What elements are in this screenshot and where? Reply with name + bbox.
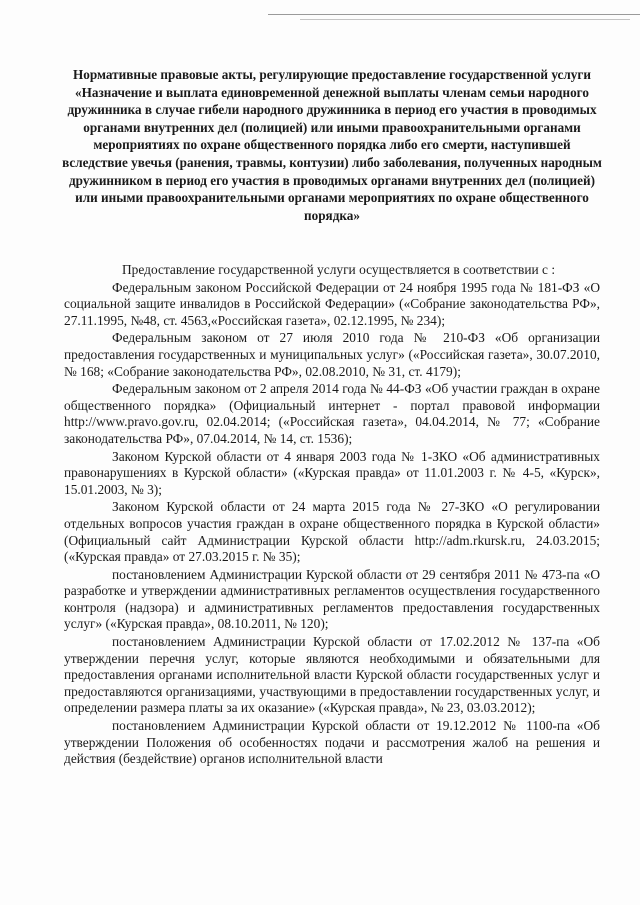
document-body [64,262,600,768]
document-title: Нормативные правовые акты, регулирующие предоставление государственной услуги «Назначение и выплата единовременной денежной выплаты членам семьи народного дружинника в случае гибели народного дружинника в период его участия в проводимых органами внутренних дел (полицией) или иными правоохранительными органами мероприятиях по охране общественного порядка либо его смерти, наступившей вследствие увечья (ранения, травмы, контузии) либо заболевания, полученных народным дружинником в период его участия в проводимых органами внутренних дел (полицией) или иными правоохранительными органами мероприятиях по охране общественного порядка» [62,67,602,223]
law-paragraph-1: Федеральным законом Российской Федерации от 24 ноября 1995 года № 181-ФЗ «О социальной защите инвалидов в Российской Федерации» («Собрание законодательства РФ», 27.11.1995, №48, ст. 4563,«Российская газета», 02.12.1995, № 234); [64,279,600,328]
law-paragraph-6: постановлением Администрации Курской области от 29 сентября 2011 № 473-па «О разработке и утверждении административных регламентов осуществления государственного контроля (надзора) и административных регламентов предоставления государственных услуг» («Курская правда», 08.10.2011, № 120); [64,566,600,632]
law-paragraph-7: постановлением Администрации Курской области от 17.02.2012 № 137-па «Об утверждении перечня услуг, которые являются необходимыми и обязательными для предоставления органами исполнительной власти Курской области государственных услуг и предоставляются организациями, участвующими в предоставлении государственных услуг, и определении размера платы за их оказание» («Курская правда», № 23, 03.03.2012); [64,634,600,716]
top-border-line-secondary [300,19,630,20]
law-paragraph-5: Законом Курской области от 24 марта 2015 года № 27-ЗКО «О регулировании отдельных вопросов участия граждан в охране общественного порядка в Курской области» (Официальный сайт Администрации Курской области http://adm.rkursk.ru, 24.03.2015; («Курская правда» от 27.03.2015 г. № 35); [64,499,600,565]
law-paragraph-8: постановлением Администрации Курской области от 19.12.2012 № 1100-па «Об утверждении Положения об особенностях подачи и рассмотрения жалоб на решения и действия (бездействие) органов исполнительной власти [64,718,600,767]
intro-paragraph: Предоставление государственной услуги осуществляется в соответствии с : [122,262,556,277]
top-border-line [268,14,640,15]
law-paragraph-4: Законом Курской области от 4 января 2003 года № 1-ЗКО «Об административных правонарушениях в Курской области» («Курская правда» от 11.01.2003 г. № 4-5, «Курск», 15.01.2003, № 3); [64,448,600,497]
law-paragraph-2: Федеральным законом от 27 июля 2010 года № 210-ФЗ «Об организации предоставления государственных и муниципальных услуг» («Российская газета», 30.07.2010, № 168; «Собрание законодательства РФ», 02.08.2010, № 31, ст. 4179); [64,330,600,379]
law-paragraph-3: Федеральным законом от 2 апреля 2014 года № 44-ФЗ «Об участии граждан в охране общественного порядка» (Официальный интернет - портал правовой информации http://www.pravo.gov.ru, 02.04.2014; («Российская газета», 04.04.2014, № 77; «Собрание законодательства РФ», 07.04.2014, № 14, ст. 1536); [64,381,600,446]
